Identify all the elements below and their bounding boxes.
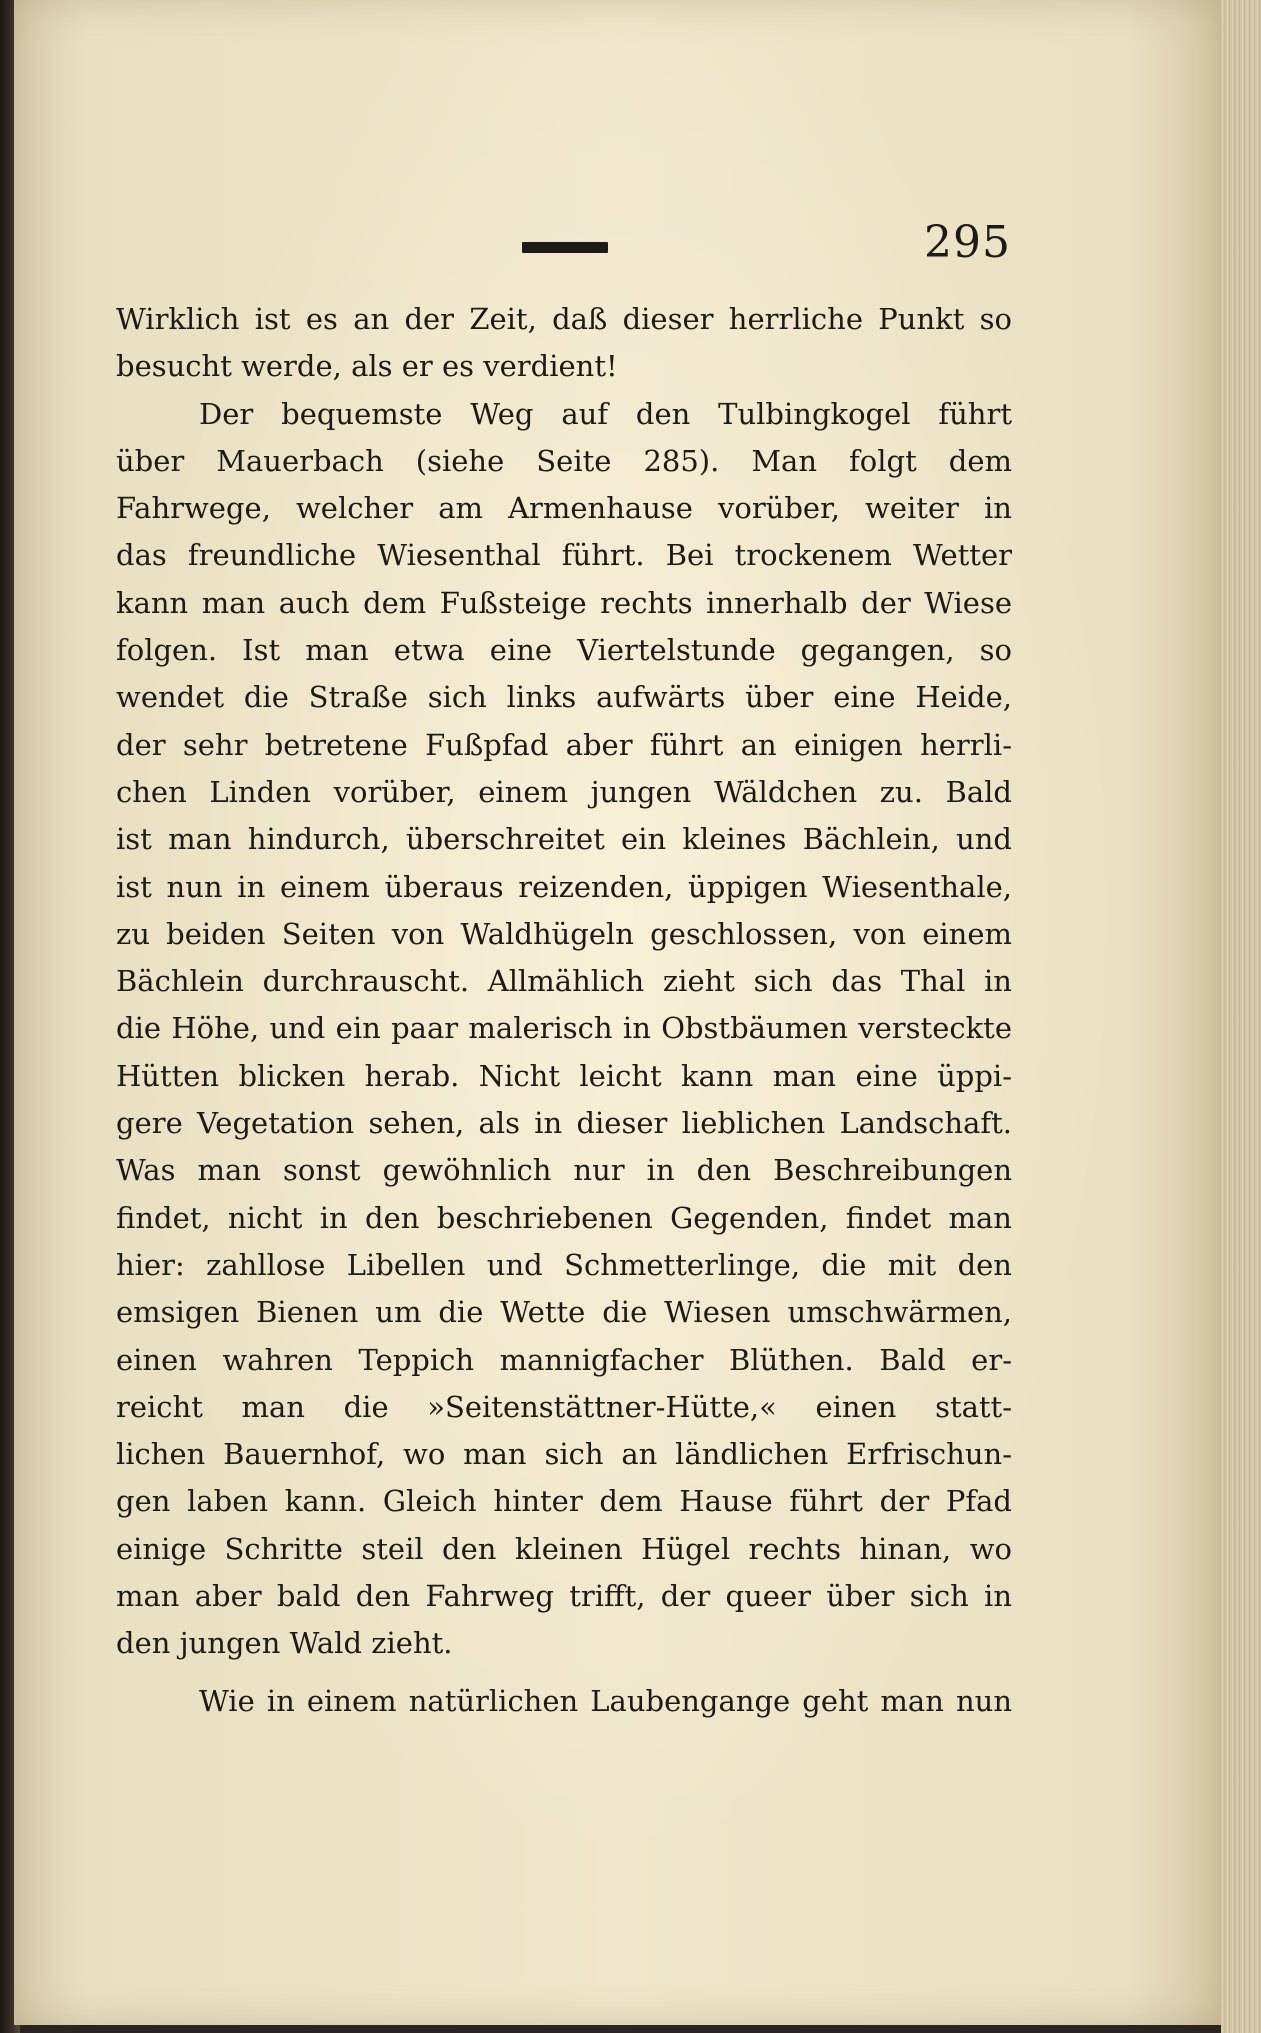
text-line: lichen Bauernhof, wo man sich an ländlichen Erfrischun- — [116, 1437, 1012, 1472]
text-line: das freundliche Wiesenthal führt. Bei trockenem Wetter — [116, 538, 1012, 573]
text-line: der sehr betretene Fußpfad aber führt an einigen herrli- — [116, 727, 1012, 762]
text-line: hier: zahllose Libellen und Schmetterlinge, die mit den — [116, 1247, 1012, 1282]
page-edges — [1221, 0, 1261, 2033]
text-line: besucht werde, als er es verdient! — [116, 349, 618, 384]
text-line: chen Linden vorüber, einem jungen Wäldchen zu. Bald — [116, 774, 1012, 809]
text-line: zu beiden Seiten von Waldhügeln geschlossen, von einem — [116, 916, 1012, 951]
text-line: kann man auch dem Fußsteige rechts innerhalb der Wiese — [116, 585, 1012, 620]
text-line: reicht man die »Seitenstättner-Hütte,« einen statt- — [116, 1389, 1012, 1424]
page-number: 295 — [924, 217, 1011, 268]
text-line: ist nun in einem überaus reizenden, üppigen Wiesenthale, — [116, 869, 1012, 904]
page-header — [14, 212, 1222, 272]
paragraph-first-line: Wie in einem natürlichen Laubengange geht man nun — [199, 1683, 1012, 1718]
text-line: den jungen Wald zieht. — [116, 1626, 453, 1661]
body-text — [116, 296, 1012, 1725]
text-line: findet, nicht in den beschriebenen Gegenden, findet man — [116, 1200, 1012, 1235]
text-line: die Höhe, und ein paar malerisch in Obstbäumen versteckte — [116, 1011, 1012, 1046]
text-line: wendet die Straße sich links aufwärts über eine Heide, — [116, 680, 1012, 715]
text-line: einige Schritte steil den kleinen Hügel rechts hinan, wo — [116, 1531, 1012, 1566]
text-line: ist man hindurch, überschreitet ein kleines Bächlein, und — [116, 822, 1012, 857]
book-page — [14, 0, 1222, 2025]
header-rule — [522, 242, 608, 253]
text-line: einen wahren Teppich mannigfacher Blüthen. Bald er- — [116, 1342, 1012, 1377]
text-line: Fahrwege, welcher am Armenhause vorüber, weiter in — [116, 491, 1012, 526]
text-line: Bächlein durchrauscht. Allmählich zieht sich das Thal in — [116, 964, 1012, 999]
text-line: gen laben kann. Gleich hinter dem Hause führt der Pfad — [116, 1484, 1012, 1519]
text-line: emsigen Bienen um die Wette die Wiesen umschwärmen, — [116, 1295, 1012, 1330]
paragraph-first-line: Der bequemste Weg auf den Tulbingkogel führt — [199, 396, 1012, 431]
text-line: gere Vegetation sehen, als in dieser lieblichen Landschaft. — [116, 1106, 1012, 1141]
text-line: man aber bald den Fahrweg trifft, der queer über sich in — [116, 1579, 1012, 1614]
text-line: Wirklich ist es an der Zeit, daß dieser herrliche Punkt so — [116, 302, 1012, 336]
text-line: Hütten blicken herab. Nicht leicht kann man eine üppi- — [116, 1058, 1012, 1093]
text-line: über Mauerbach (siehe Seite 285). Man folgt dem — [116, 443, 1012, 478]
text-line: folgen. Ist man etwa eine Viertelstunde gegangen, so — [116, 633, 1012, 668]
text-line: Was man sonst gewöhnlich nur in den Beschreibungen — [116, 1153, 1012, 1188]
